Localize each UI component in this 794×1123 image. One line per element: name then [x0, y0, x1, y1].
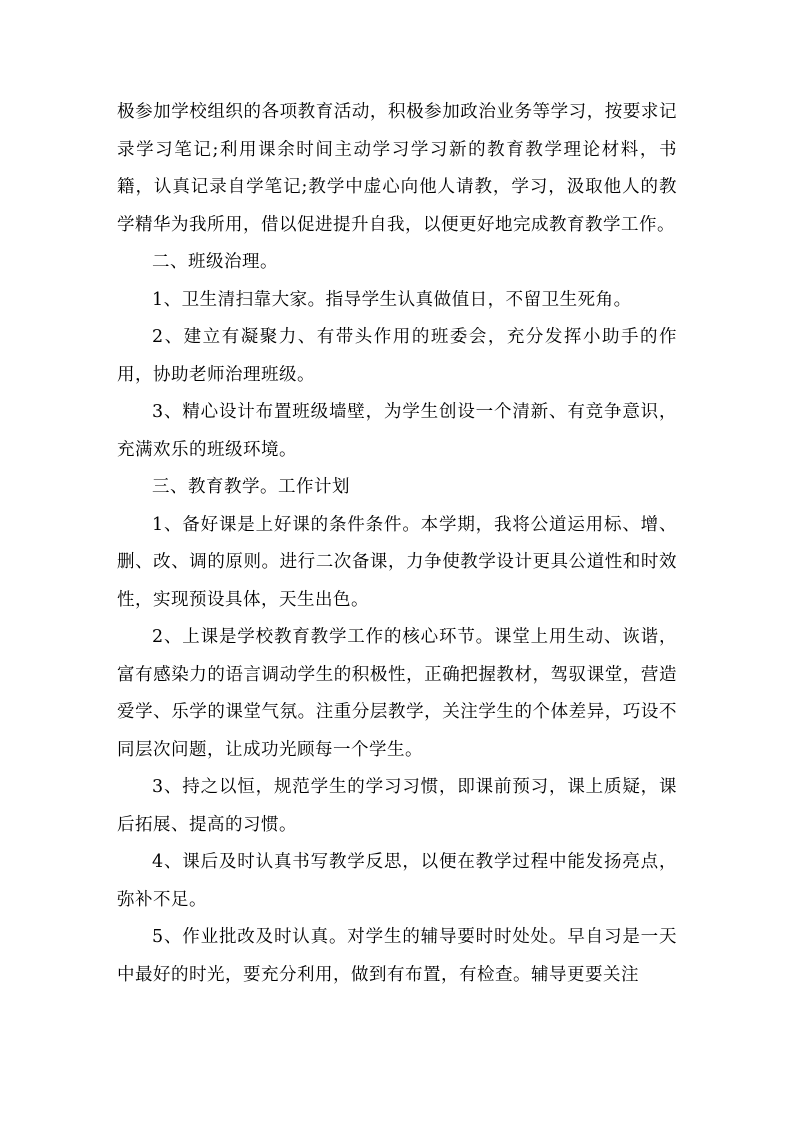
section-heading-teaching: 三、教育教学。工作计划 [152, 477, 350, 497]
paragraph-class-committee: 2、建立有凝聚力、有带头作用的班委会，充分发挥小助手的作用，协助老师治理班级。 [117, 327, 677, 385]
paragraph-class-wall: 3、精心设计布置班级墙壁，为学生创设一个清新、有竞争意识，充满欢乐的班级环境。 [117, 402, 677, 460]
paragraph-lesson-prep: 1、备好课是上好课的条件条件。本学期，我将公道运用标、增、删、改、调的原则。进行二次备课，力争使教学设计更具公道性和时效性，实现预设具体，天生出色。 [117, 514, 677, 610]
section-heading-class-management: 二、班级治理。 [152, 252, 278, 272]
paragraph-study-habits: 3、持之以恒，规范学生的学习习惯，即课前预习，课上质疑，课后拓展、提高的习惯。 [117, 777, 677, 835]
paragraph-reflection: 4、课后及时认真书写教学反思，以便在教学过程中能发扬亮点，弥补不足。 [117, 852, 677, 910]
paragraph-hygiene: 1、卫生清扫靠大家。指导学生认真做值日，不留卫生死角。 [152, 289, 632, 310]
paragraph-continued-study: 极参加学校组织的各项教育活动，积极参加政治业务等学习，按要求记录学习笔记;利用课余时间主动学习学习新的教育教学理论材料，书籍，认真记录自学笔记;教学中虚心向他人请教，学习，汲取他人的教学精华为我所用，借以促进提升自我，以便更好地完成教育教学工作。 [117, 102, 677, 235]
paragraph-classroom: 2、上课是学校教育教学工作的核心环节。课堂上用生动、诙谐，富有感染力的语言调动学生的积极性，正确把握教材，驾驭课堂，营造爱学、乐学的课堂气氛。注重分层教学，关注学生的个体差异，巧设不同层次问题，让成功光顾每一个学生。 [117, 627, 677, 760]
paragraph-homework: 5、作业批改及时认真。对学生的辅导要时时处处。早自习是一天中最好的时光，要充分利用，做到有布置，有检查。辅导更要关注 [117, 927, 677, 985]
document-page [117, 94, 677, 994]
